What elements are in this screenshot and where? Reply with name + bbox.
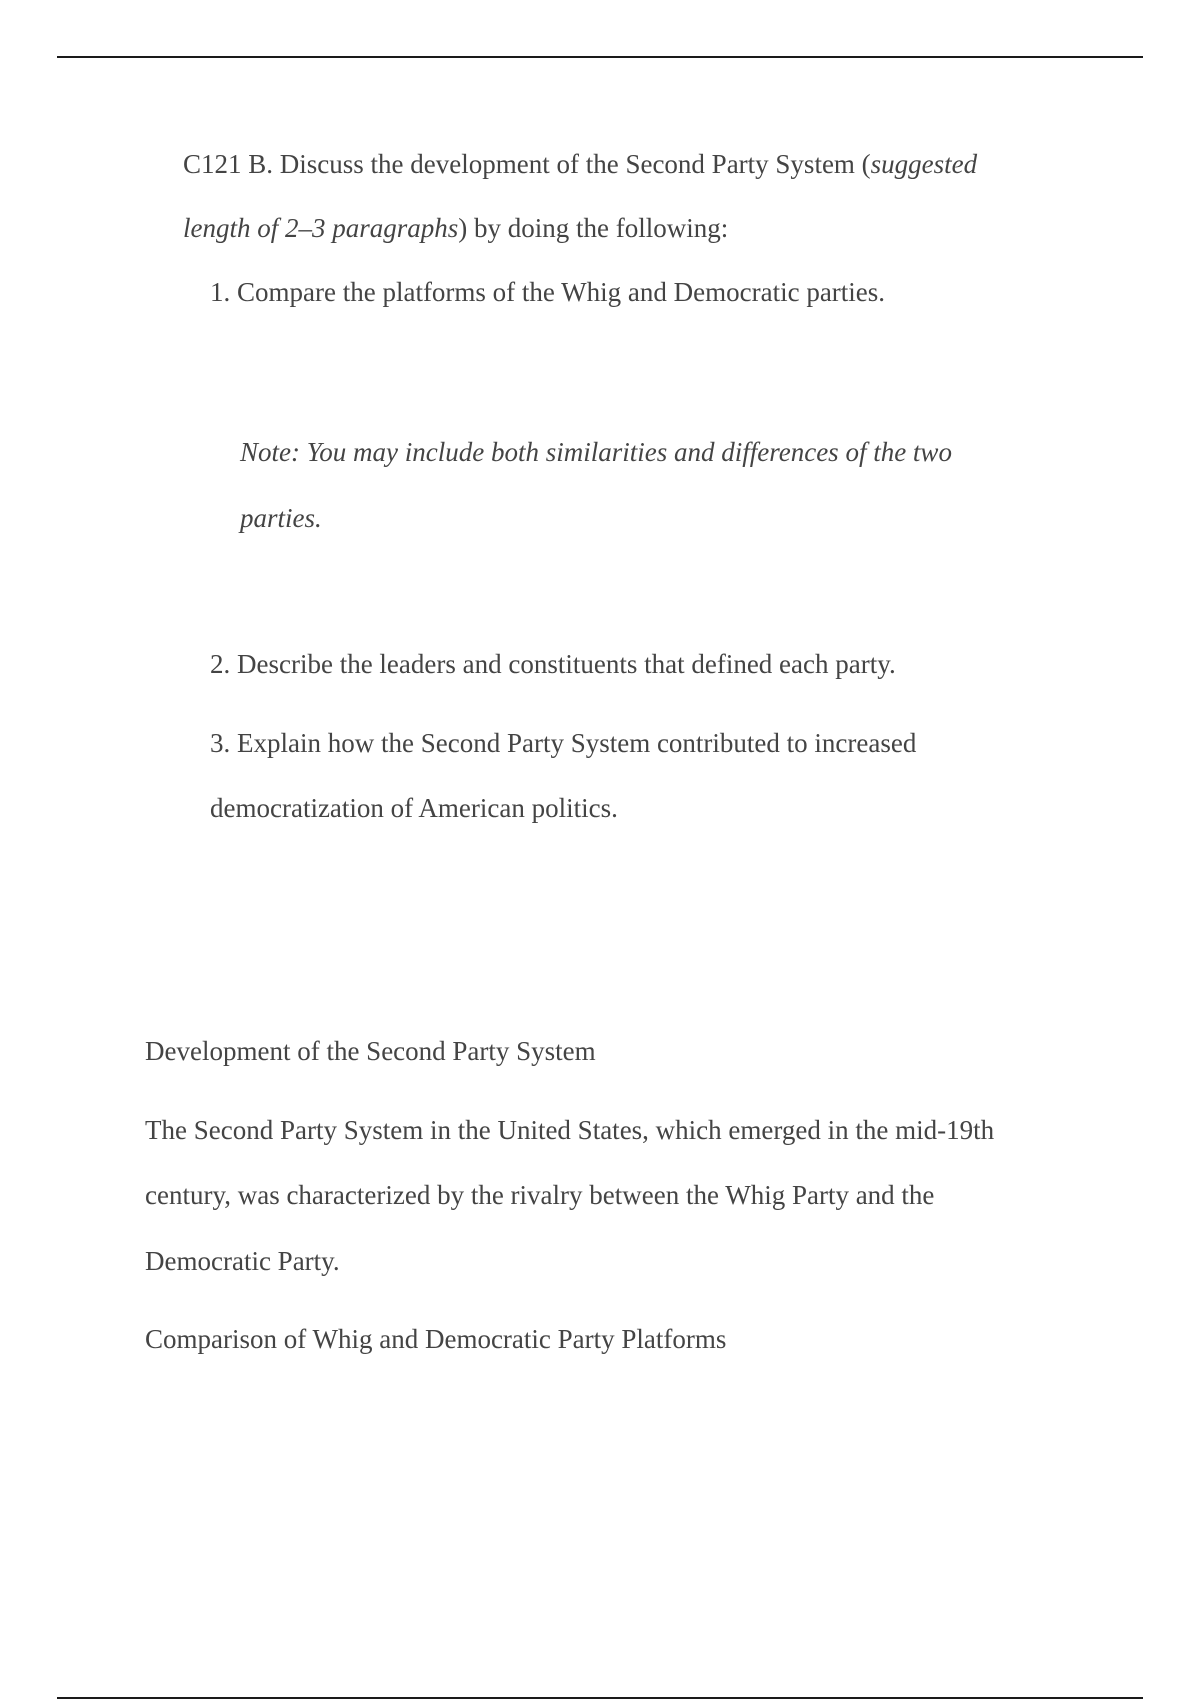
question-item-3-line-2: democratization of American politics. (210, 793, 618, 823)
answer-subheading: Comparison of Whig and Democratic Party Platforms (145, 1324, 727, 1354)
question-intro-line-2 (183, 212, 728, 244)
question-item-1: 1. Compare the platforms of the Whig and Democratic parties. (210, 277, 886, 307)
question-intro-line-1 (183, 148, 977, 180)
question-intro-italic: suggested (870, 149, 978, 179)
answer-heading: Development of the Second Party System (145, 1036, 596, 1066)
note-line-1: Note: You may include both similarities and differences of the two (240, 437, 952, 467)
answer-paragraph-line-2: century, was characterized by the rivalry between the Whig Party and the (145, 1180, 935, 1210)
bottom-rule (57, 1697, 1143, 1699)
answer-paragraph-line-3: Democratic Party. (145, 1246, 340, 1276)
question-item-2: 2. Describe the leaders and constituents that defined each party. (210, 649, 896, 679)
question-intro-end: ) by doing the following: (458, 213, 729, 243)
question-intro-text: C121 B. Discuss the development of the Second Party System ( (183, 149, 871, 179)
question-item-3-line-1: 3. Explain how the Second Party System contributed to increased (210, 728, 917, 758)
top-rule (57, 56, 1143, 58)
answer-paragraph-line-1: The Second Party System in the United States, which emerged in the mid-19th (145, 1115, 995, 1145)
question-length-italic: length of 2–3 paragraphs (183, 213, 459, 243)
note-line-2: parties. (240, 503, 322, 533)
